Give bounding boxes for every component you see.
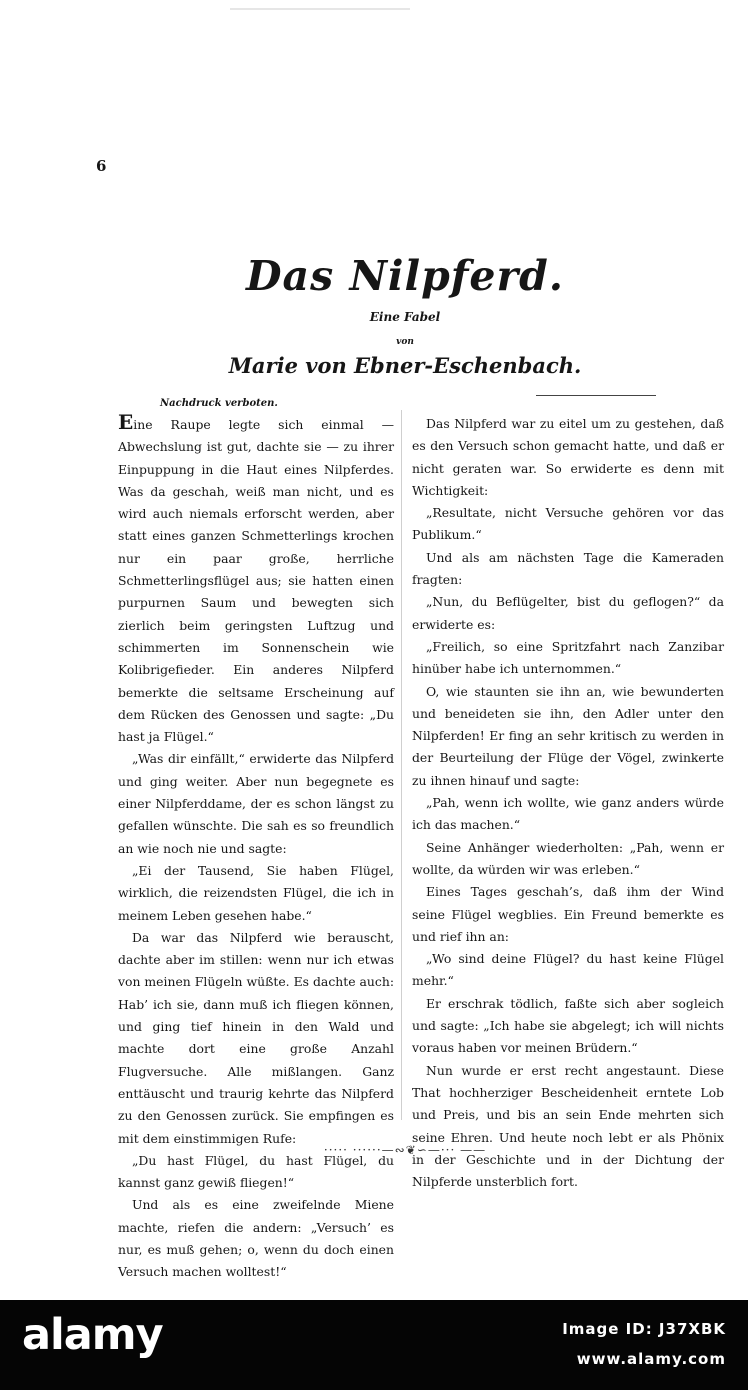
page-number: 6 [96,157,107,175]
scan-artifact [230,8,410,10]
paragraph: „Resultate, nicht Versuche gehören vor das Publikum.“ [412,505,724,543]
drop-cap: E [118,410,134,434]
paragraph: Nun wurde er erst recht angestaunt. Diese That hochherziger Bescheidenheit erntete Lob und Preis, und bis an sein Ende mehrten sich seine Ehren. Und heute noch lebt er als Phönix in der Geschichte und in der Dichtung der Nilpferde unsterblich fort. [412,1062,724,1190]
subtitle: Eine Fabel [369,310,441,324]
paragraph [118,410,394,748]
site-url: www.alamy.com [576,1350,726,1368]
paragraph: Seine Anhänger wiederholten: „Pah, wenn er wollte, da würden wir was erleben.“ [412,839,724,877]
paragraph: „Freilich, so eine Spritzfahrt nach Zanzibar hinüber habe ich unternommen.“ [412,638,724,677]
alamy-logo: alamy [22,1310,163,1360]
ornament-divider: ····· ······—∾❦∽—··· —— [323,1143,487,1157]
watermark-footer [0,1300,748,1390]
paragraph: Eines Tages geschah’s, daß ihm der Wind seine Flügel wegblies. Ein Freund bemerkte es und rief ihn an: [412,884,724,944]
column-divider [401,410,402,1120]
header-rule [536,395,656,396]
paragraph: „Ei der Tausend, Sie haben Flügel, wirklich, die reizendsten Flügel, die ich in meinem Leben gesehen habe.“ [118,862,394,923]
paragraph-text: ine Raupe legte sich einmal — Abwechslung ist gut, dachte sie — zu ihrer Einpuppung in die Haut eines Nilpferdes. Was da geschah, weiß man nicht, und es wird auch niemals erforscht werden, aber statt eines ganzen Schmetterlings krochen nur ein paar große, herrliche Schmetterlingsflügel aus; sie hatten einen purpurnen Saum und bewegten sich zierlich beim geringsten Luftzug und schimmerten im Sonnenschein wie Kolibrigefieder. Ein anderes Nilpferd bemerkte die seltsame Erscheinung auf dem Rücken des Genossen und sagte: „Du hast ja Flügel.“ [118,417,394,745]
paragraph: Und als es eine zweifelnde Miene machte, riefen die andern: „Versuch’ es nur, es muß gehen; o, wenn du doch einen Versuch machen wolltest!“ [118,1197,394,1280]
byline-von: von [396,337,414,347]
page-title: Das Nilpferd. [245,252,565,300]
right-column [412,413,724,1193]
paragraph: „Pah, wenn ich wollte, wie ganz anders würde ich das machen.“ [412,795,724,833]
paragraph: „Nun, du Beflügelter, bist du geflogen?“ da erwiderte es: [412,594,724,632]
paragraph: O, wie staunten sie ihn an, wie bewunderten und beneideten sie ihn, den Adler unter den Nilpferden! Er fing an sehr kritisch zu werden in der Beurteilung der Flüge der Vögel, zwinkerte zu ihnen hinauf und sagte: [412,683,724,788]
paragraph: Er erschrak tödlich, faßte sich aber sogleich und sagte: „Ich habe sie abgelegt; ich will nichts voraus haben vor meinen Brüdern.“ [412,995,724,1056]
paragraph: „Du hast Flügel, du hast Flügel, du kannst ganz gewiß fliegen!“ [118,1152,394,1191]
paragraph: Und als am nächsten Tage die Kameraden fragten: [412,549,724,588]
paragraph: Das Nilpferd war zu eitel um zu gestehen, daß es den Versuch schon gemacht hatte, und daß er nicht geraten war. So erwiderte es denn mit Wichtigkeit: [412,416,724,498]
copyright-notice: Nachdruck verboten. [160,398,278,409]
image-id: Image ID: J37XBK [562,1320,726,1338]
paragraph: Da war das Nilpferd wie berauscht, dachte aber im stillen: wenn nur ich etwas von meinen Flügeln wüßte. Es dachte auch: Hab’ ich sie, dann muß ich fliegen können, und ging tief hinein in den Wald und machte dort eine große Anzahl Flugversuche. Alle mißlangen. Ganz enttäuscht und traurig kehrte das Nilpferd zu den Genossen zurück. Sie empfingen es mit dem einstimmigen Rufe: [118,929,394,1146]
author-name: Marie von Ebner-Eschenbach. [228,353,582,378]
paragraph: „Wo sind deine Flügel? du hast keine Flügel mehr.“ [412,951,724,989]
paragraph: „Was dir einfällt,“ erwiderte das Nilpferd und ging weiter. Aber nun begegnete es einer Nilpferddame, der es schon längst zu gefallen wünschte. Die sah es so freundlich an wie noch nie und sagte: [118,751,394,856]
